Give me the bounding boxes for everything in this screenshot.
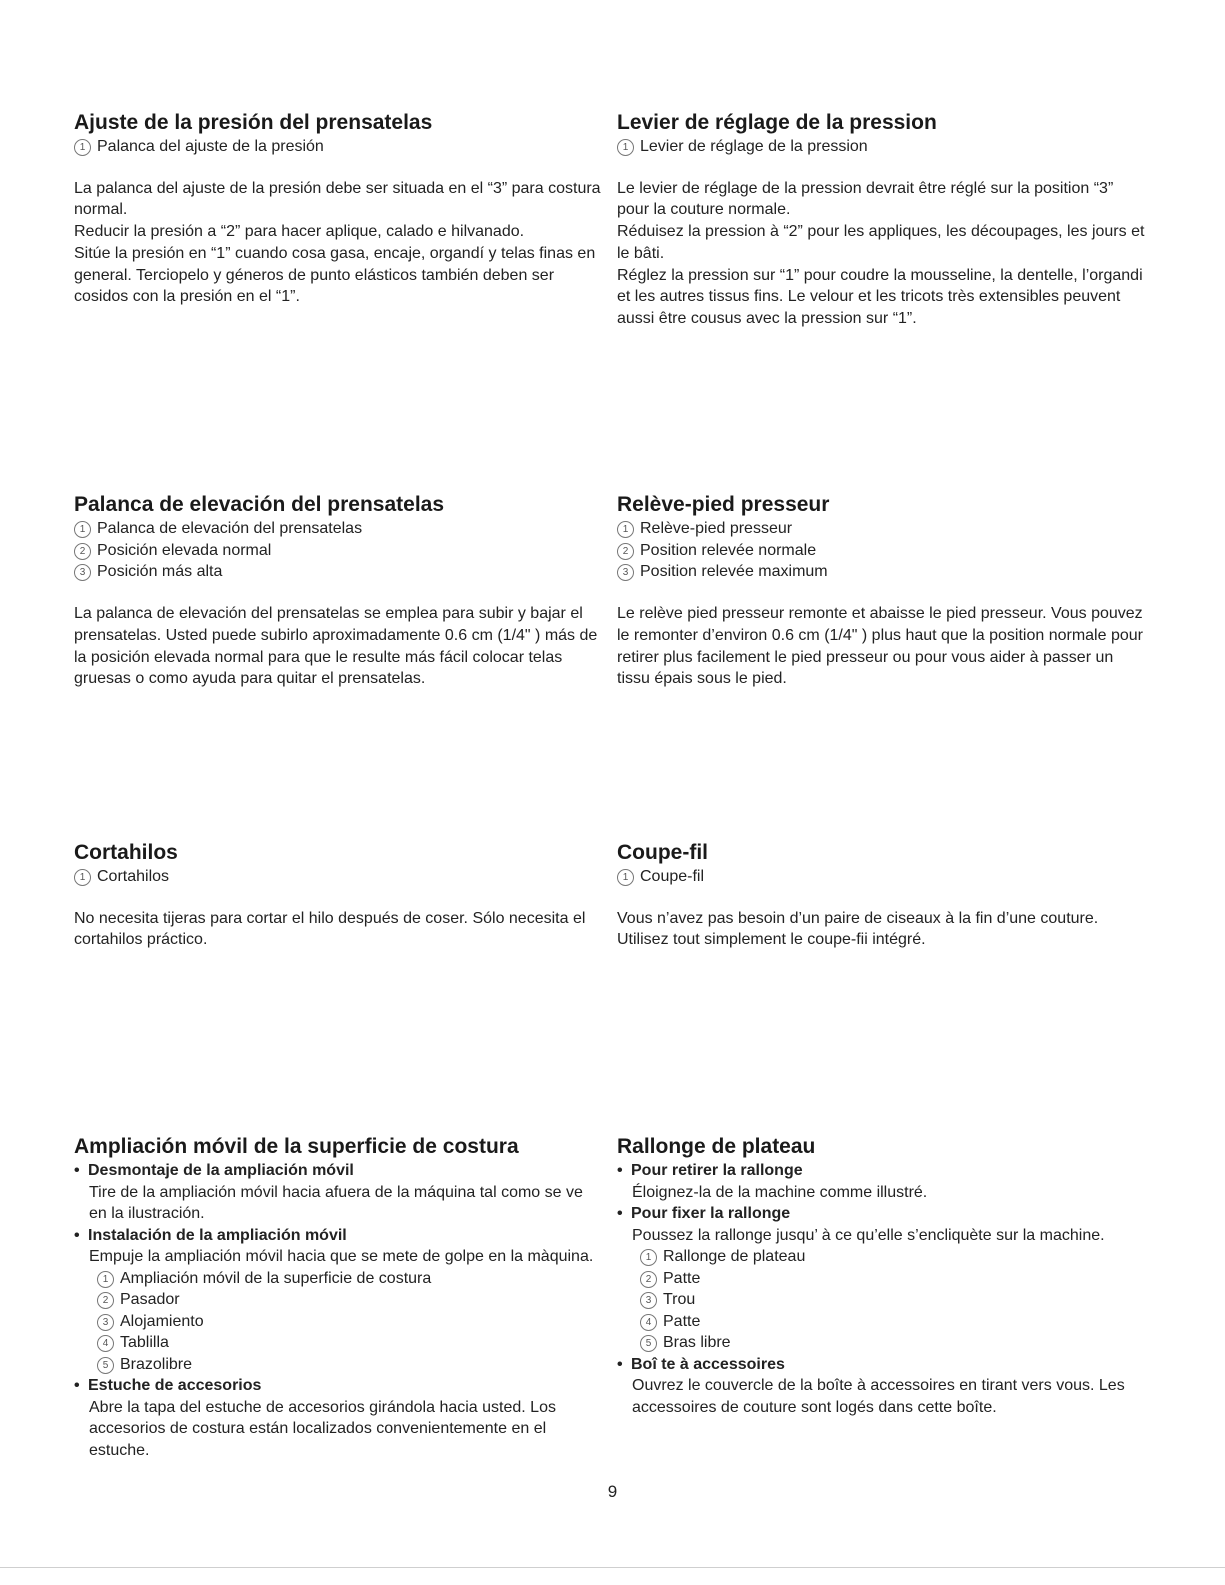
number-1-icon: 1 [97,1271,114,1288]
part-item [74,561,604,583]
section-body [617,908,1147,951]
pressure-section-fr [617,110,1147,330]
part-item [617,866,1147,888]
part-item [97,1311,604,1333]
body-text: La palanca de elevación del prensatelas se emplea para subir y bajar el prensatelas. Usted puede subirlo aproximadamente 0.6 cm (1/4" ) más de la posición elevada normal para que le resulte más fácil colocar telas gruesas o como ayuda para quitar el prensatelas. [74,605,598,688]
number-4-icon: 4 [640,1314,657,1331]
number-5-icon: 5 [97,1357,114,1374]
bullet-heading [617,1203,1147,1225]
section-title: Coupe-fil [617,841,708,864]
bullet-heading [74,1160,604,1182]
part-item [74,540,604,562]
part-list [617,136,1147,158]
bullet-heading-text: Boî te à accessoires [631,1355,785,1373]
section-title: Levier de réglage de la pression [617,111,937,134]
part-item [74,518,604,540]
number-2-icon: 2 [97,1292,114,1309]
bullet-icon: • [617,1205,623,1222]
part-item [74,866,604,888]
pressure-section-es [74,110,604,308]
number-3-icon: 3 [74,564,91,581]
part-item [640,1246,1147,1268]
part-list [617,866,1147,888]
part-label: Palanca del ajuste de la presión [97,138,324,155]
part-list [74,866,604,888]
section-title: Ajuste de la presión del prensatelas [74,111,433,134]
part-item [617,561,1147,583]
bullet-heading-text: Desmontaje de la ampliación móvil [88,1162,354,1179]
bullet-icon: • [74,1377,80,1394]
body-text: Réduisez la pression à “2” pour les appliques, les découpages, les jours et le bâti. [617,223,1145,262]
bullet-icon: • [617,1162,623,1179]
extension-bed-section-es [74,1134,604,1461]
part-item [640,1289,1147,1311]
bullet-body: Poussez la rallonge jusqu’ à ce qu’elle s’encliquète sur la machine. [632,1226,1105,1244]
part-item [617,518,1147,540]
section-title: Palanca de elevación del prensatelas [74,493,445,516]
section-title: Ampliación móvil de la superficie de costura [74,1135,519,1158]
section-body [617,603,1147,690]
part-label: Coupe-fil [640,868,705,885]
number-3-icon: 3 [640,1292,657,1309]
bullet-heading-text: Estuche de accesorios [88,1377,262,1394]
bullet-icon: • [617,1355,623,1373]
number-1-icon: 1 [640,1249,657,1266]
part-list [74,518,604,583]
number-1-icon: 1 [74,139,91,156]
part-item [97,1289,604,1311]
part-label: Patte [663,1312,701,1330]
section-title: Relève-pied presseur [617,493,830,516]
part-item [640,1332,1147,1354]
section-title: Cortahilos [74,841,178,864]
lifter-section-fr [617,492,1147,690]
part-list [617,518,1147,583]
bullet-heading-text: Pour fixer la rallonge [631,1205,791,1222]
part-label: Cortahilos [97,868,170,885]
part-item [74,136,604,158]
part-label: Brazolibre [120,1355,193,1373]
number-5-icon: 5 [640,1335,657,1352]
part-label: Bras libre [663,1334,731,1351]
thread-cutter-section-es [74,840,604,951]
bottom-divider [0,1567,1225,1568]
part-item [97,1268,604,1290]
part-item [640,1268,1147,1290]
part-label: Ampliación móvil de la superficie de costura [120,1269,432,1287]
part-label: Palanca de elevación del prensatelas [97,520,363,537]
bullet-heading-text: Instalación de la ampliación móvil [88,1226,347,1244]
part-label: Posición más alta [97,563,223,581]
page-number: 9 [607,1482,618,1501]
part-label: Alojamiento [120,1312,204,1330]
body-text: No necesita tijeras para cortar el hilo después de coser. Sólo necesita el cortahilos práctico. [74,909,586,949]
body-text: Le relève pied presseur remonte et abaisse le pied presseur. Vous pouvez le remonter d’environ 0.6 cm (1/4" ) plus haut que la position normale pour retirer plus facilement le pied presseur ou pour vous aider à passer un tissu épais sous le pied. [617,605,1143,688]
part-label: Position relevée normale [640,541,817,559]
part-list [97,1268,604,1376]
number-2-icon: 2 [640,1271,657,1288]
part-label: Relève-pied presseur [640,520,793,537]
bullet-body: Éloignez-la de la machine comme illustré. [632,1183,928,1201]
body-text: La palanca del ajuste de la presión debe ser situada en el “3” para costura normal. [74,179,601,219]
part-label: Tablilla [120,1334,169,1351]
bullet-body: Ouvrez le couvercle de la boîte à accessoires en tirant vers vous. Les accessoires de couture sont logés dans cette boîte. [632,1377,1125,1416]
thread-cutter-section-fr [617,840,1147,951]
part-item [617,540,1147,562]
part-item [97,1332,604,1354]
bullet-heading [617,1160,1147,1182]
part-list [640,1246,1147,1354]
number-1-icon: 1 [617,139,634,156]
number-1-icon: 1 [617,869,634,886]
part-label: Trou [663,1291,696,1308]
body-text: Sitúe la presión en “1” cuando cosa gasa, encaje, organdí y telas finas en general. Terciopelo y géneros de punto elásticos también deben ser cosidos con la presión en el “1”. [74,244,596,306]
body-text: Le levier de réglage de la pression devrait être réglé sur la position “3” pour la couture normale. [617,179,1114,219]
part-list [74,136,604,158]
number-1-icon: 1 [74,869,91,886]
number-2-icon: 2 [617,543,634,560]
section-body [74,908,604,951]
bullet-body: Empuje la ampliación móvil hacia que se mete de golpe en la màquina. [89,1248,594,1265]
part-item [640,1311,1147,1333]
bullet-heading-text: Pour retirer la rallonge [631,1162,803,1179]
section-body [74,603,604,690]
part-label: Patte [663,1269,701,1287]
section-title: Rallonge de plateau [617,1135,816,1158]
body-text: Réglez la pression sur “1” pour coudre la mousseline, la dentelle, l’organdi et les autres tissus fins. Le velour et les tricots très extensibles peuvent aussi être cousus avec la pression sur “1”. [617,266,1143,327]
bullet-icon: • [74,1226,80,1244]
number-3-icon: 3 [97,1314,114,1331]
extension-bed-section-fr [617,1134,1147,1418]
part-label: Posición elevada normal [97,541,272,559]
bullet-body: Tire de la ampliación móvil hacia afuera de la máquina tal como se ve en la ilustración. [89,1183,583,1222]
bullet-icon: • [74,1162,80,1179]
number-1-icon: 1 [617,521,634,538]
section-body [617,178,1147,330]
body-text: Reducir la presión a “2” para hacer aplique, calado e hilvanado. [74,223,525,241]
number-4-icon: 4 [97,1335,114,1352]
part-label: Rallonge de plateau [663,1248,806,1265]
bullet-heading [74,1225,604,1247]
part-label: Position relevée maximum [640,563,828,581]
number-2-icon: 2 [74,543,91,560]
number-3-icon: 3 [617,564,634,581]
lifter-section-es [74,492,604,690]
section-body [74,178,604,308]
body-text: Vous n’avez pas besoin d’un paire de ciseaux à la fin d’une couture. Utilisez tout simplement le coupe-fii intégré. [617,909,1099,949]
part-item [97,1354,604,1376]
bullet-heading [74,1375,604,1397]
part-label: Pasador [120,1291,180,1308]
part-item [617,136,1147,158]
part-label: Levier de réglage de la pression [640,138,868,155]
bullet-body: Abre la tapa del estuche de accesorios girándola hacia usted. Los accesorios de costura están localizados convenientemente en el estuche. [89,1398,556,1459]
bullet-heading [617,1354,1147,1376]
number-1-icon: 1 [74,521,91,538]
